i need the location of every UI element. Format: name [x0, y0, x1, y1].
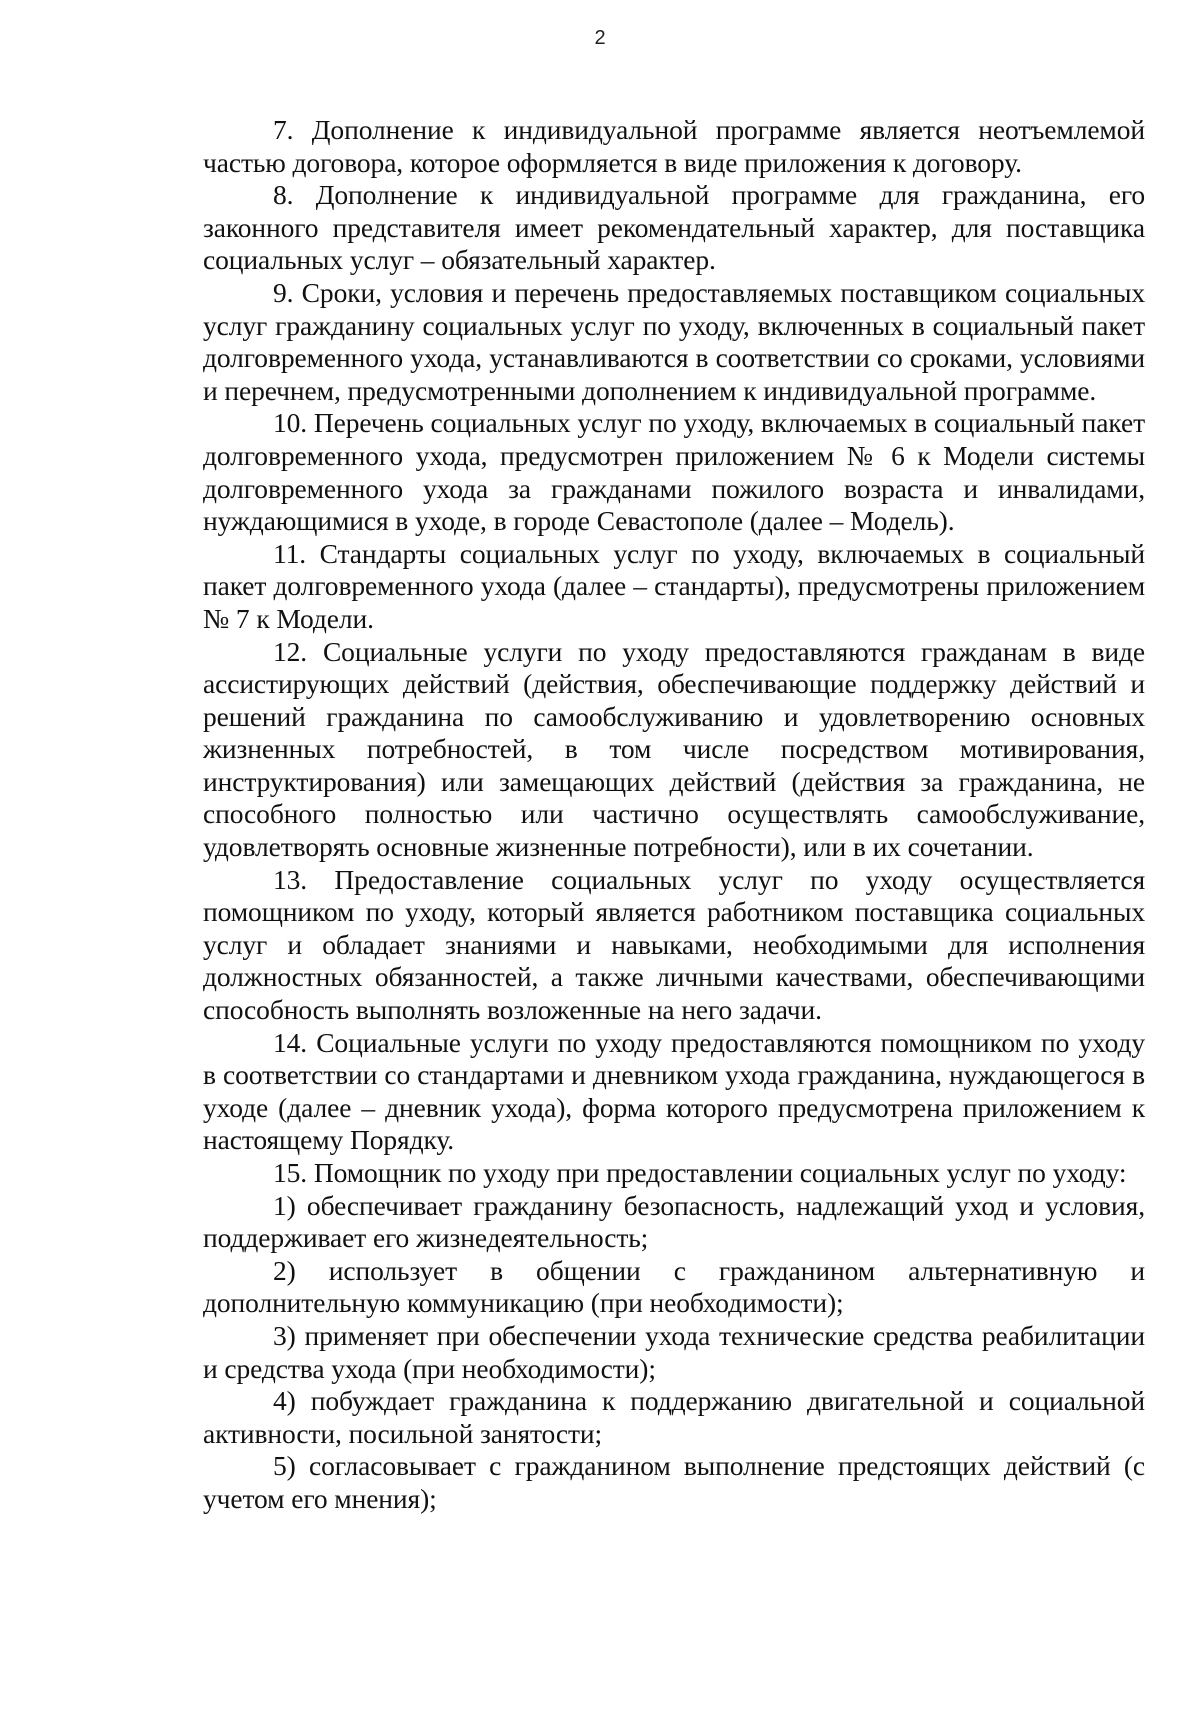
list-item-4: 4) побуждает гражданина к поддержанию двигательной и социальной активности, посильной занятости; [203, 1385, 1145, 1449]
page-number: 2 [594, 27, 606, 49]
paragraph-11: 11. Стандарты социальных услуг по уходу, включаемых в социальный пакет долговременного ухода (далее – стандарты), предусмотрены приложением № 7 к Модели. [203, 537, 1145, 634]
paragraph-8: 8. Дополнение к индивидуальной программе для гражданина, его законного представителя имеет рекомендательный характер, для поставщика социальных услуг – обязательный характер. [203, 179, 1145, 276]
list-item-5: 5) согласовывает с гражданином выполнение предстоящих действий (с учетом его мнения); [203, 1450, 1145, 1514]
paragraph-14: 14. Социальные услуги по уходу предоставляются помощником по уходу в соответствии со стандартами и дневником ухода гражданина, нуждающегося в уходе (далее – дневник ухода), форма которого предусмотрена приложением к настоящему Порядку. [203, 1026, 1145, 1156]
paragraph-12: 12. Социальные услуги по уходу предоставляются гражданам в виде ассистирующих действий (действия, обеспечивающие поддержку действий и решений гражданина по самообслуживанию и удовлетворению основных жизненных потребностей, в том числе посредством мотивирования, инструктирования) или замещающих действий (действия за гражданина, не способного полностью или частично осуществлять самообслуживание, удовлетворять основные жизненные потребности), или в их сочетании. [203, 635, 1145, 863]
list-item-2: 2) использует в общении с гражданином альтернативную и дополнительную коммуникацию (при необходимости); [203, 1254, 1145, 1319]
list-item-1: 1) обеспечивает гражданину безопасность, надлежащий уход и условия, поддерживает его жизнедеятельность; [203, 1189, 1145, 1254]
list-item-3: 3) применяет при обеспечении ухода технические средства реабилитации и средства ухода (при необходимости); [203, 1319, 1145, 1384]
paragraph-15: 15. Помощник по уходу при предоставлении социальных услуг по уходу: [273, 1157, 1127, 1188]
paragraph-13: 13. Предоставление социальных услуг по уходу осуществляется помощником по уходу, который является работником поставщика социальных услуг и обладает знаниями и навыками, необходимыми для исполнения должностных обязанностей, а также личными качествами, обеспечивающими способность выполнять возложенные на него задачи. [203, 863, 1145, 1026]
paragraph-7: 7. Дополнение к индивидуальной программе является неотъемлемой частью договора, которое оформляется в виде приложения к договору. [203, 114, 1145, 178]
document-body [203, 114, 1145, 1516]
paragraph-10: 10. Перечень социальных услуг по уходу, включаемых в социальный пакет долговременного ухода, предусмотрен приложением № 6 к Модели системы долговременного ухода за гражданами пожилого возраста и инвалидами, нуждающимися в уходе, в городе Севастополе (далее – Модель). [203, 407, 1145, 537]
paragraph-9: 9. Сроки, условия и перечень предоставляемых поставщиком социальных услуг гражданину социальных услуг по уходу, включенных в социальный пакет долговременного ухода, устанавливаются в соответствии со сроками, условиями и перечнем, предусмотренными дополнением к индивидуальной программе. [203, 276, 1145, 406]
